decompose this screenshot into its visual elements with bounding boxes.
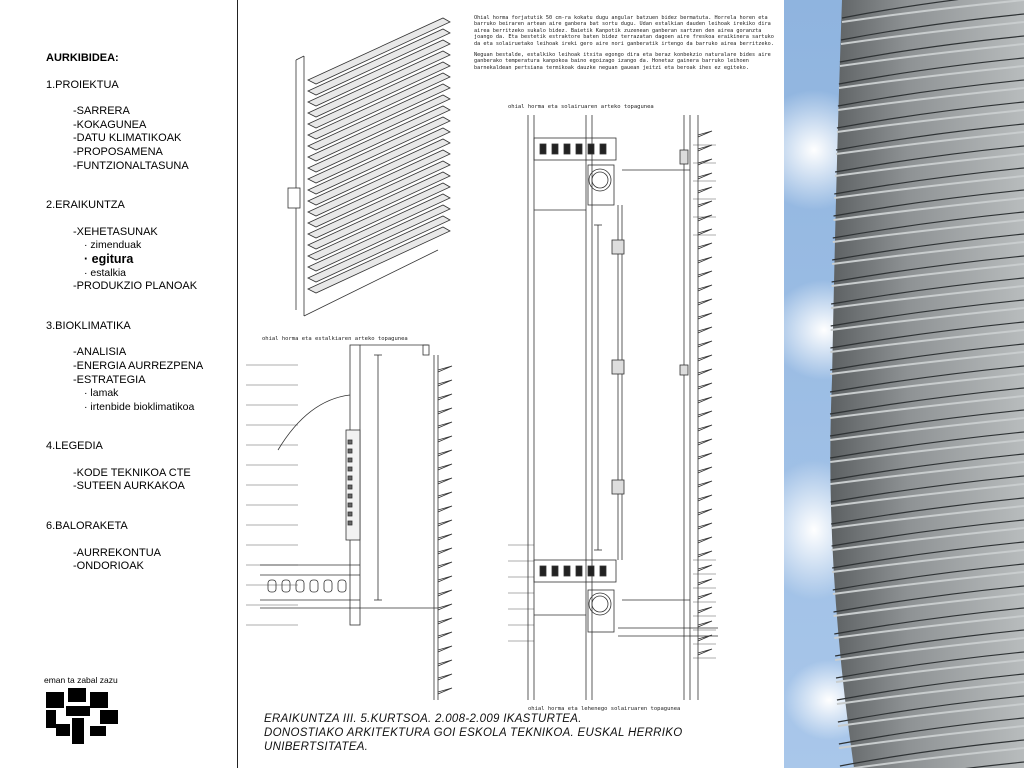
toc-heading: AURKIBIDEA: [46, 52, 119, 64]
toc-section-title[interactable]: 3.BIOKLIMATIKA [46, 319, 131, 332]
toc-item[interactable]: -PROPOSAMENA [73, 145, 163, 158]
toc-item[interactable]: -KODE TEKNIKOA CTE [73, 466, 191, 479]
note-paragraph-1: Ohial horma forjatutik 50 cm-ra kokatu dugu angular batzuen bidez bermatuta. Horrela horen eta barruko beiraren artean aire ganbera bat sortu dugu. Udan estalkian dauden leihoak irekiko dira airea berritzeko sukalo bidez. Baietik Kanpotik zuzenean ganberan sartzen den airea goranzta joango da. Eta bestetik estraktore baten bidez terrazatan dagoen aire freskoa eraikinera sartuko da eta solairuetako leihoak ireki gero aire nori ganberatik irtengo da barruko airea berritzeko. [474, 15, 774, 47]
label-first-floor-junction: ohial horma eta lehenego solairuaren topagunea [528, 706, 681, 712]
toc-item[interactable]: -SARRERA [73, 105, 130, 118]
louvre-isometric [288, 18, 450, 316]
toc-item[interactable]: -ENERGIA AURREZPENA [73, 359, 204, 372]
toc-section [46, 520, 234, 574]
toc-item[interactable]: -DATU KLIMATIKOAK [73, 132, 182, 145]
toc-section-title[interactable]: 4.LEGEDIA [46, 440, 103, 453]
toc-section [46, 440, 234, 494]
toc-item[interactable]: -AURREKONTUA [73, 546, 162, 559]
facade-louvres-image [784, 0, 1024, 768]
toc-item[interactable]: -ONDORIOAK [73, 560, 144, 573]
toc-section [46, 199, 234, 294]
facade-photo [784, 0, 1024, 768]
toc-subitem[interactable]: · irtenbide bioklimatikoa [84, 400, 195, 413]
tree-logo-icon [44, 688, 120, 746]
construction-drawing [238, 0, 784, 768]
toc-item[interactable]: -ESTRATEGIA [73, 373, 146, 386]
footer-line-1: ERAIKUNTZA III. 5.KURTSOA. 2.008-2.009 IKASTURTEA. [264, 713, 582, 725]
toc-item[interactable]: -SUTEEN AURKAKOA [73, 480, 185, 493]
logo-motto: eman ta zabal zazu [44, 675, 118, 685]
description-note [474, 15, 774, 76]
toc-section-title[interactable]: 6.BALORAKETA [46, 520, 128, 533]
toc-section-title[interactable]: 2.ERAIKUNTZA [46, 199, 125, 212]
sidebar [0, 0, 237, 768]
note-paragraph-2: Neguan bestalde, estalkiko leihoak itxita egongo dira eta beraz konbekzio naturalare bides aire ganberako temperatura kanpokoa baino egoizago izango da. Honetaz gainera barruko leihoen barnekaldean pertsiana termikoak dauzke neguan gauean jeitzi eta beroak ihes ez egiteko. [474, 52, 771, 71]
toc-section [46, 79, 234, 174]
section-drawing-svg [238, 0, 784, 768]
toc-item[interactable]: -PRODUKZIO PLANOAK [73, 280, 198, 293]
toc-subitem[interactable]: · estalkia [84, 266, 127, 279]
footer-credits [264, 712, 784, 754]
toc-subitem[interactable]: · zimenduak [84, 239, 142, 252]
toc-subitem[interactable]: · lamak [84, 387, 119, 400]
toc-item[interactable]: -ANALISIA [73, 346, 127, 359]
toc-item[interactable]: -XEHETASUNAK [73, 225, 158, 238]
toc-item[interactable]: -KOKAGUNEA [73, 118, 147, 131]
university-logo [44, 675, 128, 746]
toc-subitem-active[interactable]: · egitura [84, 251, 134, 266]
table-of-contents [46, 52, 234, 574]
toc-item[interactable]: -FUNTZIONALTASUNA [73, 159, 189, 172]
toc-section-title[interactable]: 1.PROIEKTUA [46, 78, 119, 91]
footer-line-2: DONOSTIAKO ARKITEKTURA GOI ESKOLA TEKNIKOA. EUSKAL HERRIKO UNIBERTSITATEA. [264, 727, 683, 753]
toc-section [46, 320, 234, 415]
label-roof-junction: ohial horma eta estalkiaren arteko topagunea [262, 336, 408, 342]
label-floor-junction: ohial horma eta solairuaren arteko topagunea [508, 104, 654, 110]
